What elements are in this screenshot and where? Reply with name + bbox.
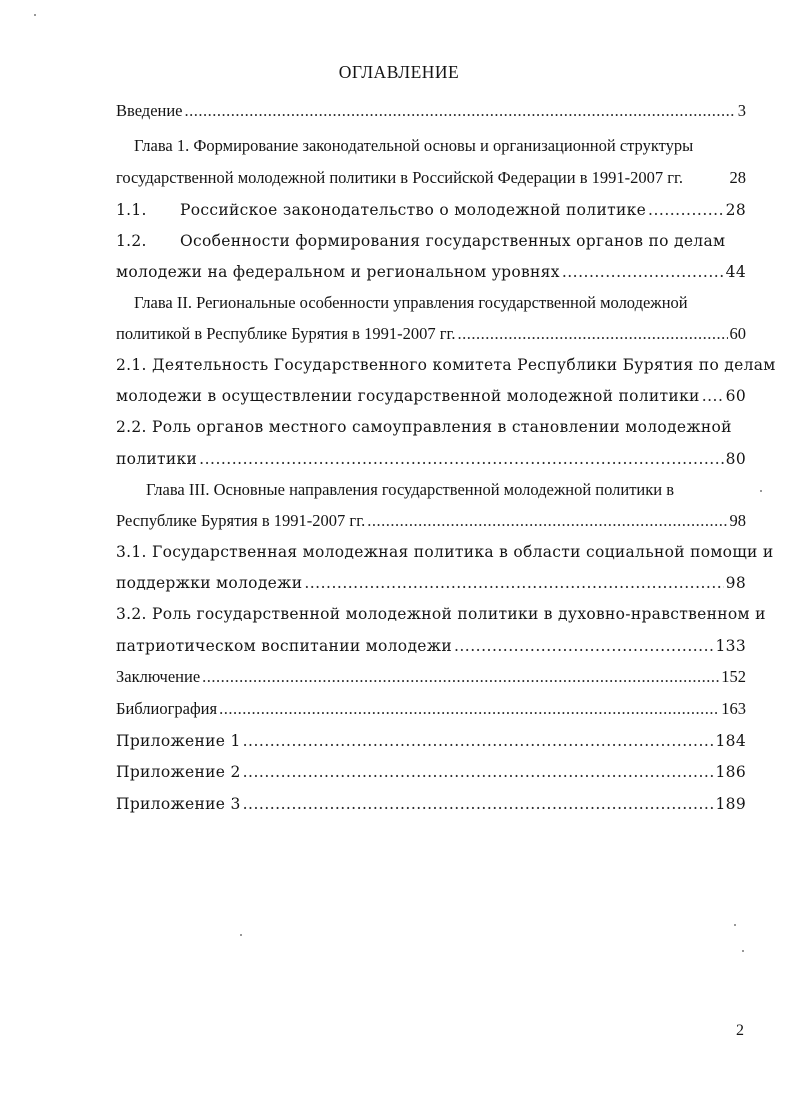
scan-speck <box>240 934 242 936</box>
toc-entry-chapter-2-line2[interactable] <box>116 322 746 346</box>
dot-leader <box>458 322 728 346</box>
toc-entry-section-3-2-line1[interactable] <box>116 602 766 626</box>
toc-label: 2.2. Роль органов местного самоуправления в становлении молодежной <box>116 418 732 436</box>
toc-entry-chapter-3-line1[interactable] <box>146 478 746 502</box>
toc-page: 189 <box>715 795 746 813</box>
toc-label: Республике Бурятия в 1991-2007 гг. <box>116 511 366 530</box>
toc-label: Российское законодательство о молодежной политике <box>180 201 647 219</box>
dot-leader <box>702 384 724 408</box>
toc-page: 98 <box>729 511 746 530</box>
toc-label: Глава 1. Формирование законодательной основы и организационной структуры <box>134 136 694 155</box>
dot-leader <box>243 792 714 816</box>
toc-entry-intro[interactable] <box>116 99 746 123</box>
dot-leader <box>202 665 719 689</box>
toc-page: 80 <box>725 450 746 468</box>
toc-entry-chapter-2-line1[interactable] <box>134 291 746 315</box>
toc-entry-section-3-1-line2[interactable] <box>116 571 746 595</box>
toc-label: патриотическом воспитании молодежи <box>116 637 452 655</box>
toc-entry-appendix-3[interactable] <box>116 792 746 816</box>
toc-entry-section-1-2-line1[interactable] <box>116 229 746 253</box>
page-number: 2 <box>736 1022 744 1039</box>
toc-label: молодежи на федеральном и региональном уровнях <box>116 263 560 281</box>
toc-label: Библиография <box>116 699 218 718</box>
section-number: 1.2. <box>116 232 147 250</box>
toc-label: молодежи в осуществлении государственной молодежной политики <box>116 387 700 405</box>
toc-page: 98 <box>725 574 746 592</box>
toc-label: поддержки молодежи <box>116 574 303 592</box>
toc-label: Особенности формирования государственных органов по делам <box>180 232 726 250</box>
dot-leader <box>185 99 736 123</box>
toc-label: Приложение 3 <box>116 795 241 813</box>
toc-label: государственной молодежной политики в Российской Федерации в 1991-2007 гг. <box>116 168 684 187</box>
dot-leader <box>304 571 723 595</box>
toc-entry-bibliography[interactable] <box>116 697 746 721</box>
toc-entry-section-1-1[interactable] <box>116 198 746 222</box>
toc-entry-section-2-1-line2[interactable] <box>116 384 746 408</box>
toc-label: 3.1. Государственная молодежная политика в области социальной помощи и <box>116 543 774 561</box>
dot-leader <box>243 760 714 784</box>
toc-page: 60 <box>725 387 746 405</box>
toc-entry-appendix-1[interactable] <box>116 729 746 753</box>
toc-label: 3.2. Роль государственной молодежной политики в духовно-нравственном и <box>116 605 766 623</box>
toc-entry-chapter-3-line2[interactable] <box>116 509 746 533</box>
toc-entry-section-2-2-line2[interactable] <box>116 447 746 471</box>
toc-page: 28 <box>725 201 746 219</box>
toc-label: Глава II. Региональные особенности управления государственной молодежной <box>134 293 688 312</box>
toc-label: политики <box>116 450 198 468</box>
toc-page: 133 <box>715 637 746 655</box>
toc-entry-section-2-1-line1[interactable] <box>116 353 776 377</box>
dot-leader <box>367 509 727 533</box>
toc-label: Заключение <box>116 667 201 686</box>
dot-leader <box>219 697 719 721</box>
toc-entry-appendix-2[interactable] <box>116 760 746 784</box>
toc-entry-section-3-2-line2[interactable] <box>116 634 746 658</box>
scan-speck <box>742 950 744 952</box>
dot-leader <box>648 198 724 222</box>
dot-leader <box>199 447 724 471</box>
toc-page: 44 <box>725 263 746 281</box>
section-number: 1.1. <box>116 201 147 219</box>
dot-leader <box>243 729 714 753</box>
dot-leader <box>562 260 724 284</box>
toc-entry-chapter-1-line2[interactable] <box>116 166 746 190</box>
toc-page: 163 <box>721 699 746 718</box>
toc-entry-section-2-2-line1[interactable] <box>116 415 746 439</box>
scan-speck <box>734 924 736 926</box>
toc-label: политикой в Республике Бурятия в 1991-2007 гг. <box>116 324 456 343</box>
toc-label: Приложение 2 <box>116 763 241 781</box>
toc-page: 184 <box>715 732 746 750</box>
toc-page: 60 <box>729 324 746 343</box>
toc-page: 152 <box>721 667 746 686</box>
toc-entry-conclusion[interactable] <box>116 665 746 689</box>
toc-entry-section-1-2-line2[interactable] <box>116 260 746 284</box>
scan-speck <box>760 490 762 492</box>
toc-label: Введение <box>116 101 183 120</box>
toc-label: Приложение 1 <box>116 732 241 750</box>
toc-label: Глава III. Основные направления государственной молодежной политики в <box>146 480 675 499</box>
toc-page: 186 <box>715 763 746 781</box>
dot-leader <box>454 634 714 658</box>
toc-page: 3 <box>737 101 746 120</box>
page-title: ОГЛАВЛЕНИЕ <box>338 62 460 82</box>
toc-page: 28 <box>729 168 746 187</box>
toc-entry-chapter-1-line1[interactable] <box>134 134 746 158</box>
toc-label: 2.1. Деятельность Государственного комитета Республики Бурятия по делам <box>116 356 776 374</box>
toc-entry-section-3-1-line1[interactable] <box>116 540 774 564</box>
scan-speck <box>34 14 36 16</box>
